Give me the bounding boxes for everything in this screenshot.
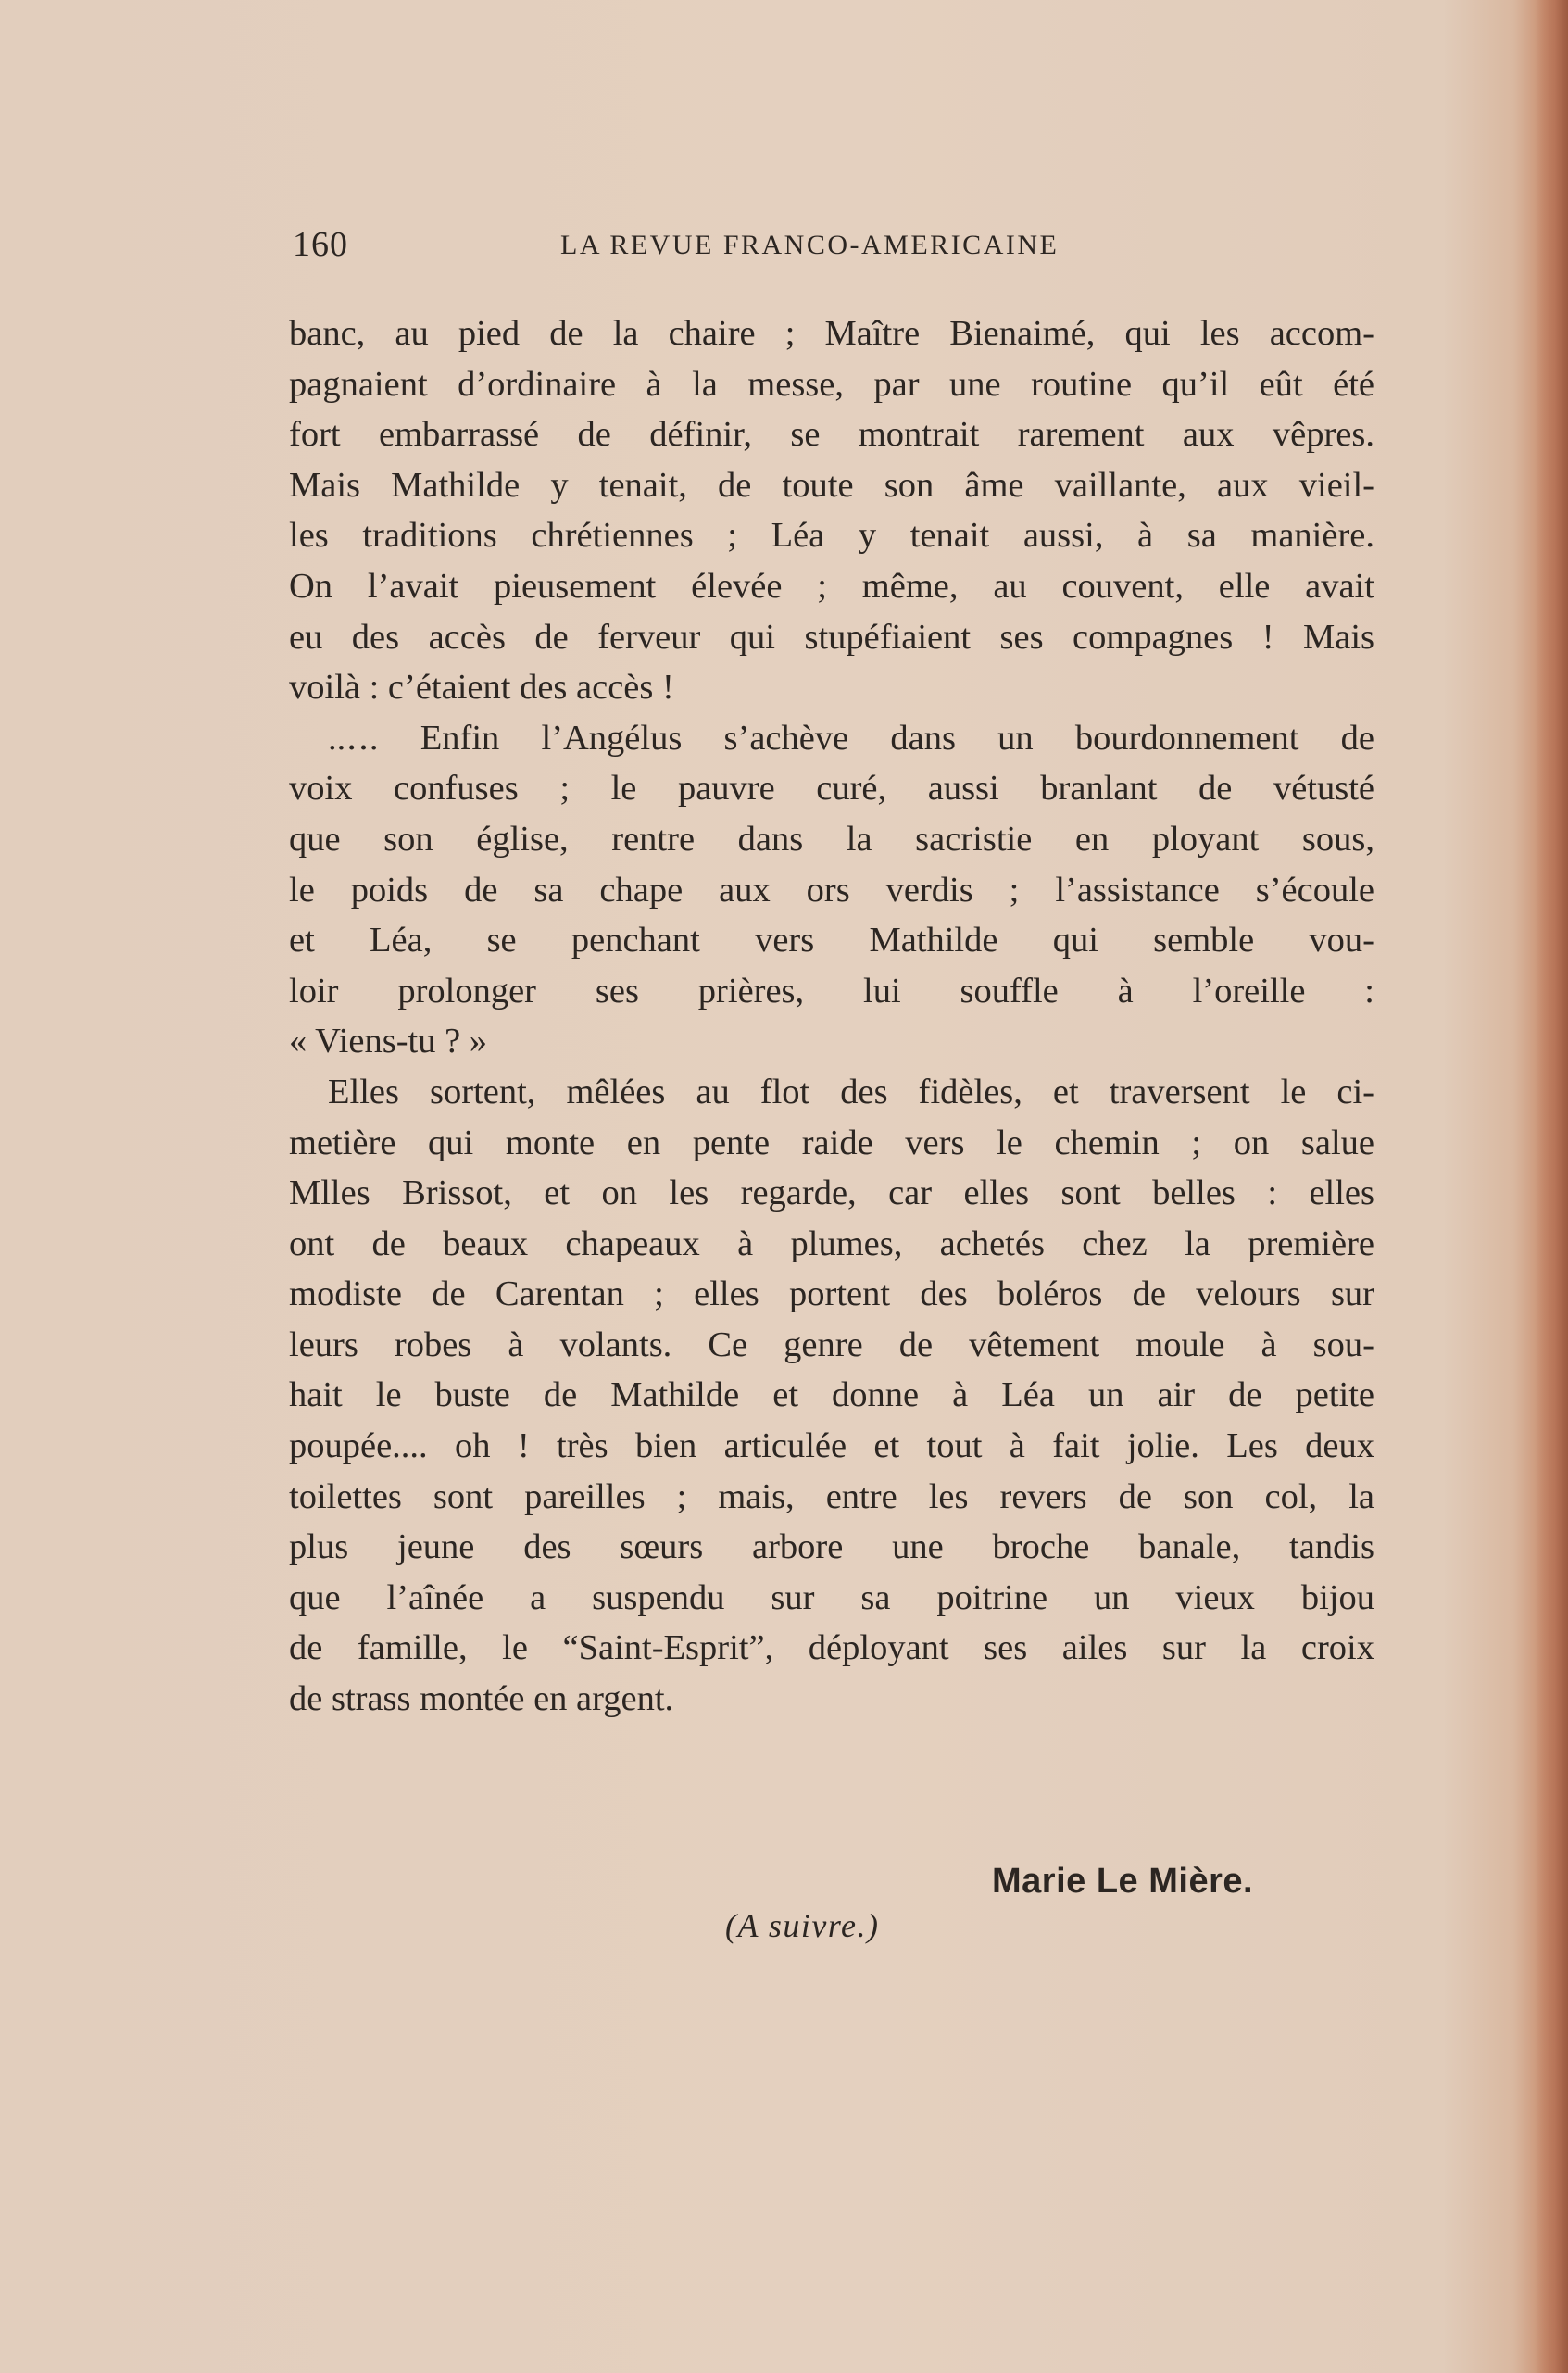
text-line: On l’avait pieusement élevée ; même, au couvent, elle avait [289,566,1374,606]
body-text [289,308,1374,1725]
text-line: poupée.... oh ! très bien articulée et tout à fait jolie. Les deux [289,1426,1374,1466]
text-line: ont de beaux chapeaux à plumes, achetés chez la première [289,1224,1374,1263]
to-be-continued-note: (A suivre.) [725,1907,880,1944]
author-signature: Marie Le Mière. [992,1862,1254,1901]
running-header [293,224,1387,270]
text-line: « Viens-tu ? » [289,1022,488,1061]
text-line: Elles sortent, mêlées au flot des fidèles, et traversent le ci- [328,1072,1374,1111]
text-line: banc, au pied de la chaire ; Maître Bienaimé, qui les accom- [289,314,1374,353]
text-line: de strass montée en argent. [289,1679,674,1719]
text-line: hait le buste de Mathilde et donne à Léa un air de petite [289,1375,1374,1415]
text-line: voix confuses ; le pauvre curé, aussi branlant de vétusté [289,769,1374,809]
text-line: leurs robes à volants. Ce genre de vêtement moule à sou- [289,1325,1374,1364]
text-line: metière qui monte en pente raide vers le chemin ; on salue [289,1123,1374,1162]
text-line: que son église, rentre dans la sacristie en ployant sous, [289,819,1374,859]
page-number: 160 [293,225,348,264]
text-line: fort embarrassé de définir, se montrait rarement aux vêpres. [289,415,1374,455]
text-line: pagnaient d’ordinaire à la messe, par une routine qu’il eût été [289,364,1374,404]
text-line: plus jeune des sœurs arbore une broche banale, tandis [289,1527,1374,1567]
text-line: que l’aînée a suspendu sur sa poitrine un vieux bijou [289,1577,1374,1617]
text-line: toilettes sont pareilles ; mais, entre les revers de son col, la [289,1476,1374,1516]
text-line: ..‥. Enfin l’Angélus s’achève dans un bourdonnement de [328,718,1374,758]
text-line: voilà : c’étaient des accès ! [289,668,674,708]
text-line: loir prolonger ses prières, lui souffle à l’oreille : [289,971,1374,1011]
running-title: LA REVUE FRANCO-AMERICAINE [560,230,1060,260]
text-line: de famille, le “Saint-Esprit”, déployant ses ailes sur la croix [289,1628,1374,1668]
text-line: Mlles Brissot, et on les regarde, car elles sont belles : elles [289,1174,1374,1213]
text-line: les traditions chrétiennes ; Léa y tenait aussi, à sa manière. [289,516,1374,556]
text-line: eu des accès de ferveur qui stupéfiaient ses compagnes ! Mais [289,617,1374,657]
text-line: et Léa, se penchant vers Mathilde qui semble vou- [289,921,1374,960]
text-line: modiste de Carentan ; elles portent des boléros de velours sur [289,1274,1374,1314]
text-line: le poids de sa chape aux ors verdis ; l’assistance s’écoule [289,870,1374,910]
page-edge-shadow [1535,0,1568,2373]
text-line: Mais Mathilde y tenait, de toute son âme vaillante, aux vieil- [289,465,1374,505]
